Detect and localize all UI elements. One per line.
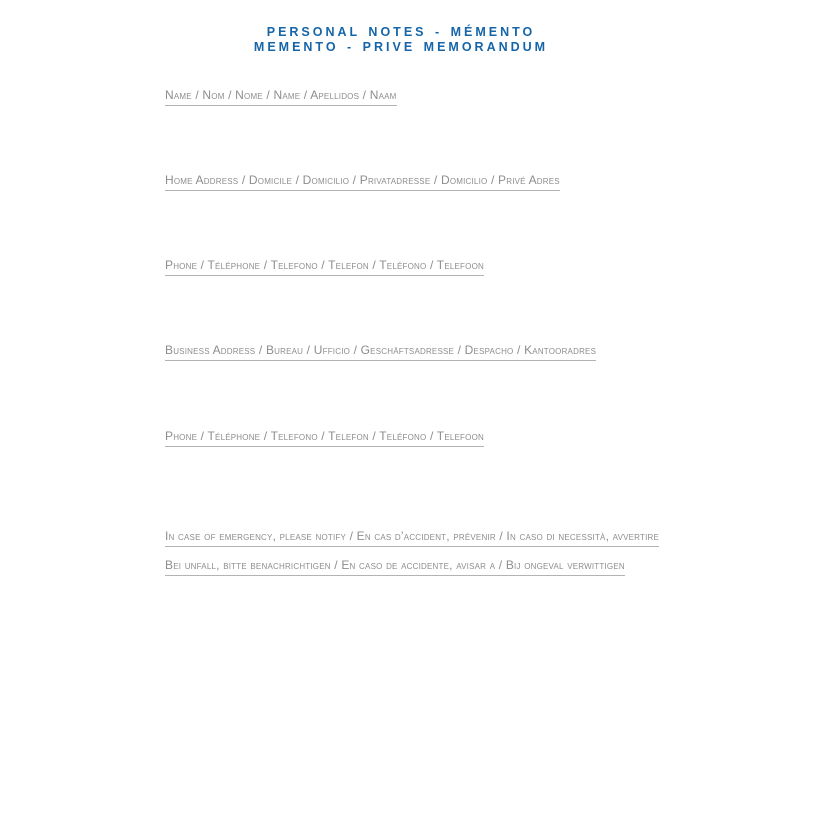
- field-name: [165, 86, 397, 106]
- page-title-line2: MEMENTO - PRIVE MEMORANDUM: [253, 39, 549, 54]
- field-phone-business: [165, 427, 484, 447]
- field-emergency-notify-line2-label: Bei unfall, bitte benachrichtigen / En caso de accidente, avisar a / Bij ongeval verwittigen: [165, 558, 625, 576]
- field-emergency-notify-line2: [165, 556, 625, 576]
- page-title-line1: PERSONAL NOTES - MÉMENTO: [266, 25, 536, 39]
- field-emergency-notify-line1: [165, 527, 659, 547]
- field-emergency-notify-line1-label: In case of emergency, please notify / En cas d’accident, prévenir / In caso di necessità, avvertire: [165, 529, 659, 547]
- page-title: [0, 25, 802, 54]
- field-home-address: [165, 171, 560, 191]
- field-phone-business-label: Phone / Téléphone / Telefono / Telefon / Teléfono / Telefoon: [165, 429, 484, 447]
- field-home-address-label: Home Address / Domicile / Domicilio / Privatadresse / Domicilio / Privé Adres: [165, 173, 560, 191]
- field-business-address-label: Business Address / Bureau / Ufficio / Geschäftsadresse / Despacho / Kantooradres: [165, 343, 596, 361]
- field-name-label: Name / Nom / Nome / Name / Apellidos / Naam: [165, 88, 397, 106]
- field-phone-home: [165, 256, 484, 276]
- field-business-address: [165, 341, 596, 361]
- field-phone-home-label: Phone / Téléphone / Telefono / Telefon / Teléfono / Telefoon: [165, 258, 484, 276]
